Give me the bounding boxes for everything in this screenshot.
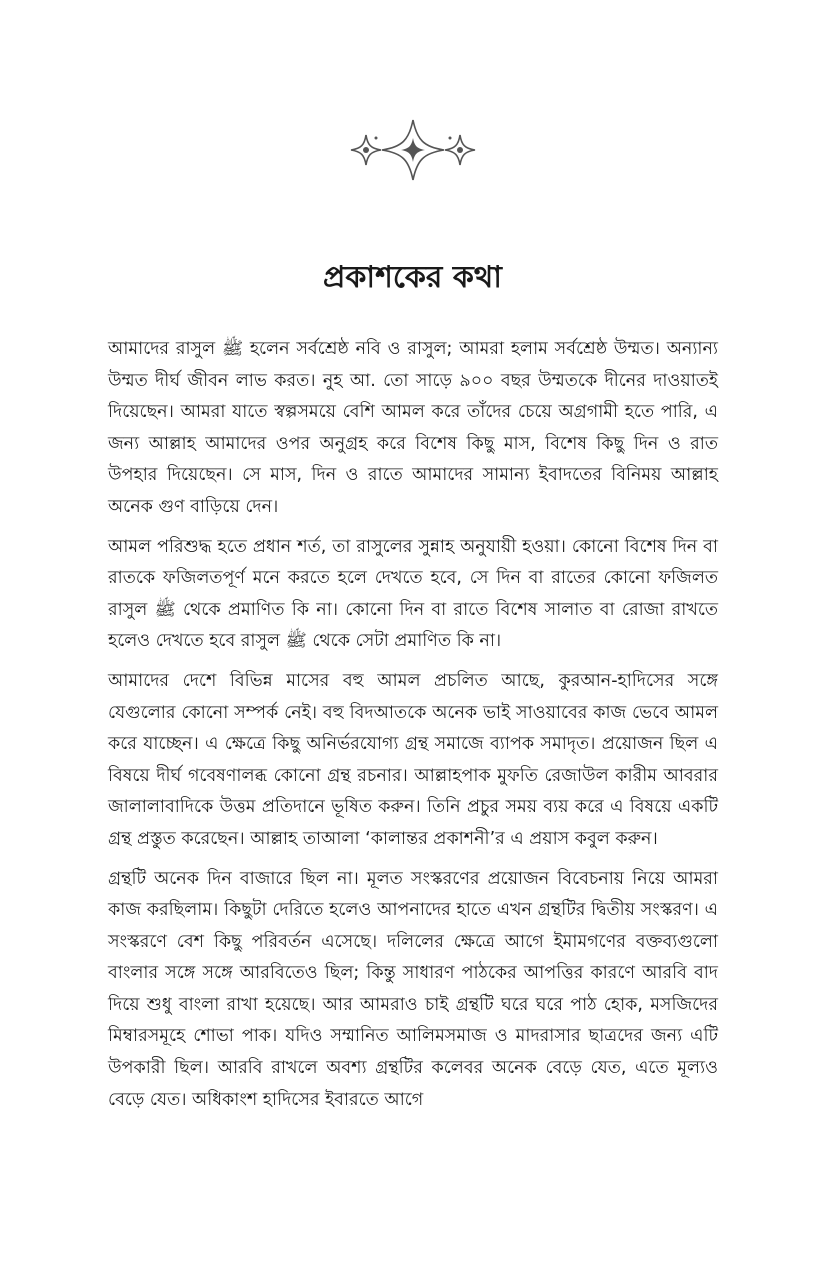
star-ornament-icon: [348, 118, 478, 182]
paragraph-2: আমল পরিশুদ্ধ হতে প্রধান শর্ত, তা রাসুলের সুন্নাহ অনুযায়ী হওয়া। কোনো বিশেষ দিন বা রাতকে ফজিলতপূর্ণ মনে করতে হলে দেখতে হবে, সে দিন বা রাতের কোনো ফজিলত রাসুল ﷺ থেকে প্রমাণিত কি না। কোনো দিন বা রাতে বিশেষ সালাত বা রোজা রাখতে হলেও দেখতে হবে রাসুল ﷺ থেকে সেটা প্রমাণিত কি না।: [108, 536, 718, 652]
body-text: [108, 334, 718, 1124]
paragraph-1: আমাদের রাসুল ﷺ হলেন সর্বশ্রেষ্ঠ নবি ও রাসুল; আমরা হলাম সর্বশ্রেষ্ঠ উম্মত। অন্যান্য উম্মত দীর্ঘ জীবন লাভ করত। নুহ আ. তো সাড়ে ৯০০ বছর উম্মতকে দীনের দাওয়াতই দিয়েছেন। আমরা যাতে স্বল্পসময়ে বেশি আমল করে তাঁদের চেয়ে অগ্রগামী হতে পারি, এ জন্য আল্লাহ আমাদের ওপর অনুগ্রহ করে বিশেষ কিছু মাস, বিশেষ কিছু দিন ও রাত উপহার দিয়েছেন। সে মাস, দিন ও রাতে আমাদের সামান্য ইবাদতের বিনিময় আল্লাহ অনেক গুণ বাড়িয়ে দেন।: [108, 339, 718, 517]
paragraph-4: গ্রন্থটি অনেক দিন বাজারে ছিল না। মূলত সংস্করণের প্রয়োজন বিবেচনায় নিয়ে আমরা কাজ করছিলাম। কিছুটা দেরিতে হলেও আপনাদের হাতে এখন গ্রন্থটির দ্বিতীয় সংস্করণ। এ সংস্করণে বেশ কিছু পরিবর্তন এসেছে। দলিলের ক্ষেত্রে আগে ইমামগণের বক্তব্যগুলো বাংলার সঙ্গে সঙ্গে আরবিতেও ছিল; কিন্তু সাধারণ পাঠকের আপত্তির কারণে আরবি বাদ দিয়ে শুধু বাংলা রাখা হয়েছে। আর আমরাও চাই গ্রন্থটি ঘরে ঘরে পাঠ হোক, মসজিদের মিম্বারসমূহে শোভা পাক। যদিও সম্মানিত আলিমসমাজ ও মাদরাসার ছাত্রদের জন্য এটি উপকারী ছিল। আরবি রাখলে অবশ্য গ্রন্থটির কলেবর অনেক বেড়ে যেত, এতে মূল্যও বেড়ে যেত। অধিকাংশ হাদিসের ইবারতে আগে: [108, 868, 718, 1110]
paragraph-3: আমাদের দেশে বিভিন্ন মাসের বহু আমল প্রচলিত আছে, কুরআন-হাদিসের সঙ্গে যেগুলোর কোনো সম্পর্ক নেই। বহু বিদআতকে অনেক ভাই সাওয়াবের কাজ ভেবে আমল করে যাচ্ছেন। এ ক্ষেত্রে কিছু অনির্ভরযোগ্য গ্রন্থ সমাজে ব্যাপক সমাদৃত। প্রয়োজন ছিল এ বিষয়ে দীর্ঘ গবেষণালব্ধ কোনো গ্রন্থ রচনার। আল্লাহপাক মুফতি রেজাউল কারীম আবরার জালালাবাদিকে উত্তম প্রতিদানে ভূষিত করুন। তিনি প্রচুর সময় ব্যয় করে এ বিষয়ে একটি গ্রন্থ প্রস্তুত করেছেন। আল্লাহ তাআলা ‘কালান্তর প্রকাশনী’র এ প্রয়াস কবুল করুন।: [108, 670, 718, 849]
page-title: প্রকাশকের কথা: [323, 260, 502, 295]
